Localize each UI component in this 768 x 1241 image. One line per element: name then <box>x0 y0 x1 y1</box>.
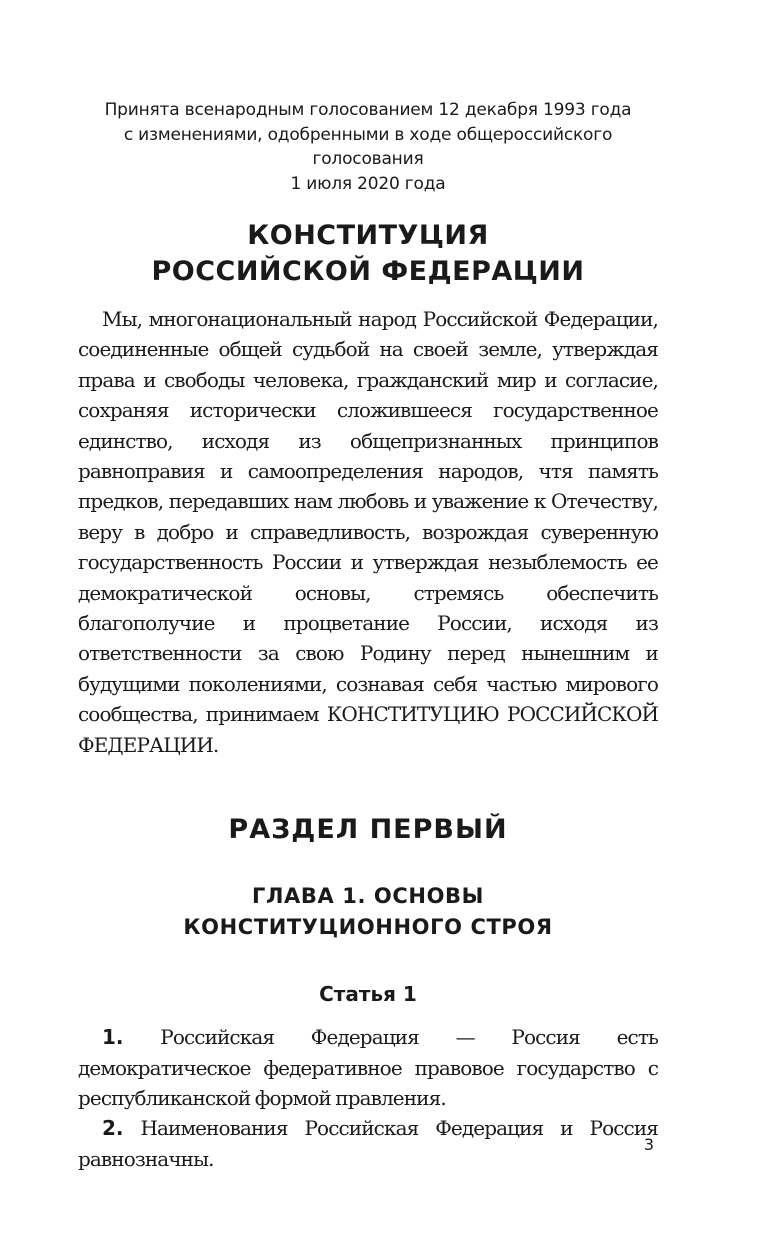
adoption-note-line-2: с изменениями, одобренными в ходе общероссийского голосования <box>123 124 613 169</box>
document-page <box>78 98 658 1174</box>
article-paragraph-2 <box>78 1113 658 1174</box>
page-number: 3 <box>643 1135 654 1154</box>
document-title <box>78 218 658 290</box>
paragraph-number: 1. <box>102 1025 124 1050</box>
chapter-heading-line-2: КОНСТИТУЦИОННОГО СТРОЯ <box>183 915 553 940</box>
article-paragraph-1 <box>78 1022 658 1113</box>
chapter-heading <box>78 881 658 943</box>
adoption-note <box>78 98 658 196</box>
chapter-heading-line-1: ГЛАВА 1. ОСНОВЫ <box>251 884 484 909</box>
article-heading: Статья 1 <box>319 982 417 1007</box>
paragraph-number: 2. <box>102 1116 124 1141</box>
adoption-note-line-3: 1 июля 2020 года <box>290 173 446 194</box>
document-title-line-2: РОССИЙСКОЙ ФЕДЕРАЦИИ <box>151 256 585 287</box>
preamble-text: Мы, многонациональный народ Российской Федерации, соединенные общей судьбой на своей земле, утверждая права и свободы человека, гражданский мир и согласие, сохраняя исторически сложившееся государственное единство, исходя из общепризнанных принципов равноправия и самоопределения народов, чтя память предков, передавших нам любовь и уважение к Отечеству, веру в добро и справедливость, возрождая суверенную государственность России и утверждая незыблемость ее демократической основы, стремясь обеспечить благополучие и процветание России, исходя из ответственности за свою Родину перед нынешним и будущими поколениями, сознавая себя частью мирового сообщества, принимаем КОНСТИТУЦИЮ РОССИЙСКОЙ ФЕДЕРАЦИИ. <box>78 307 658 757</box>
adoption-note-line-1: Принята всенародным голосованием 12 декабря 1993 года <box>104 100 632 120</box>
paragraph-text: Наименования Российская Федерация и Россия равнозначны. <box>78 1116 658 1171</box>
section-heading: РАЗДЕЛ ПЕРВЫЙ <box>228 814 508 846</box>
paragraph-text: Российская Федерация — Россия есть демократическое федеративное правовое государство с республиканской формой правления. <box>78 1025 658 1110</box>
document-title-line-1: КОНСТИТУЦИЯ <box>247 220 489 251</box>
